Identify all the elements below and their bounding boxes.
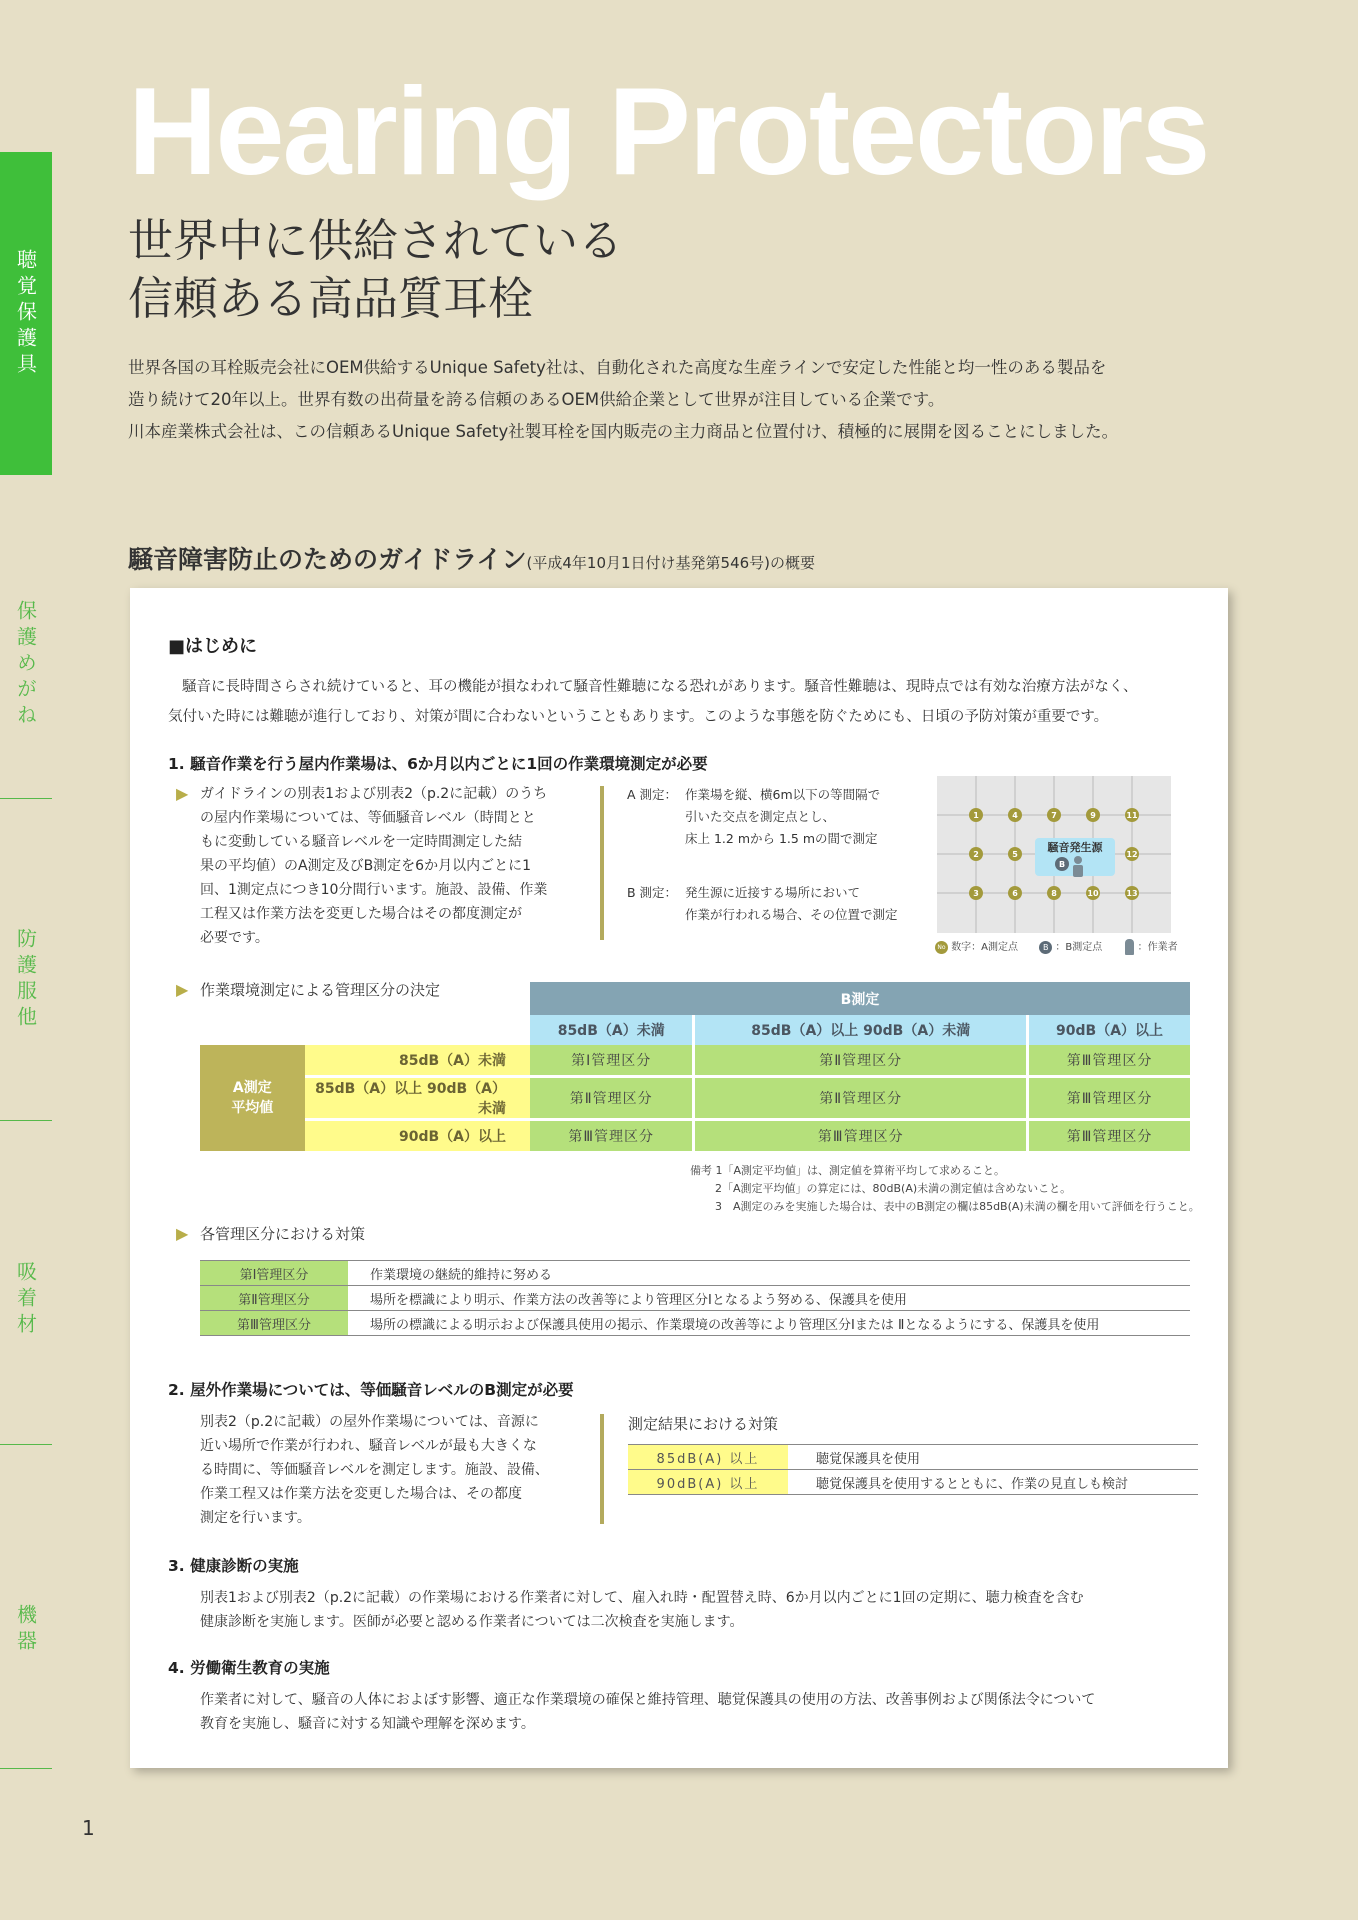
point-marker <box>1047 808 1061 822</box>
point-marker <box>1086 808 1100 822</box>
result-table <box>628 1444 1198 1495</box>
section4-heading: 4. 労働衛生教育の実施 <box>168 1659 330 1677</box>
section2-body: 別表2（p.2に記載）の屋外作業場については、音源に 近い場所で作業が行われ、騒音レベルが最も大きくな る時間に、等価騒音レベルを測定します。施設、設備、 作業工程又は作業方法を変更した場合は、その都度 測定を行います。 <box>200 1414 549 1526</box>
table-cell: 第Ⅲ管理区分 <box>1029 1078 1190 1121</box>
mgmt-heading: 作業環境測定による管理区分の決定 <box>200 981 441 999</box>
side-tab-eyewear[interactable] <box>0 530 52 800</box>
class-label: 第Ⅱ管理区分 <box>200 1286 348 1311</box>
diagram-legend: No 数字：A測定点 B ：B測定点 ：作業者 <box>935 938 1178 955</box>
page-subtitle: 世界中に供給されている 信頼ある高品質耳栓 <box>128 214 624 325</box>
side-tab-label: 吸着材 <box>13 1261 38 1339</box>
point-marker <box>1125 847 1139 861</box>
table-cell: 第Ⅱ管理区分 <box>695 1078 1029 1121</box>
point-marker <box>1086 886 1100 900</box>
table-row <box>200 1261 1190 1286</box>
side-tab-absorbent[interactable] <box>0 1180 52 1420</box>
side-tab-label: 聴覚保護具 <box>13 248 38 379</box>
svg-text:11: 11 <box>1126 811 1138 820</box>
side-tab-equipment[interactable] <box>0 1510 52 1750</box>
class-description: 場所の標識による明示および保護具使用の掲示、作業環境の改善等により管理区分Ⅰまたは Ⅱとなるようにする、保護具を使用 <box>348 1311 1190 1336</box>
point-marker <box>969 808 983 822</box>
svg-text:7: 7 <box>1051 811 1057 820</box>
table-row <box>200 1311 1190 1336</box>
svg-text:13: 13 <box>1126 889 1138 898</box>
table-cell: 第Ⅲ管理区分 <box>530 1121 695 1151</box>
class-label: 第Ⅰ管理区分 <box>200 1261 348 1286</box>
svg-text:10: 10 <box>1087 889 1099 898</box>
management-class-table <box>200 982 1190 1151</box>
section3-body: 別表1および別表2（p.2に記載）の作業場における作業者に対して、雇入れ時・配置替え時、6か月以内ごとに1回の定期に、聴力検査を含む 健康診断を実施します。医師が必要と認める作業者については二次検査を実施します。 <box>200 1590 1084 1630</box>
section1-heading: 1. 騒音作業を行う屋内作業場は、6か月以内ごとに1回の作業環境測定が必要 <box>168 755 708 773</box>
divider <box>0 1120 52 1121</box>
guideline-heading-note: (平成4年10月1日付け基発第546号)の概要 <box>526 554 816 572</box>
result-heading: 測定結果における対策 <box>628 1415 779 1433</box>
worker-icon <box>1073 856 1083 877</box>
table-notes: 備考 1「A測定平均値」は、測定値を算術平均して求めること。 2「A測定平均値」の算定には、80dB(A)未満の測定値は含めないこと。 3 A測定のみを実施した場合は、表中のB測定の欄は85dB(A)未満の欄を用いて評価を行うこと。 <box>690 1164 1200 1213</box>
table-cell: 第Ⅱ管理区分 <box>530 1078 695 1121</box>
divider <box>600 786 604 940</box>
section1-body: ガイドラインの別表1および別表2（p.2に記載）のうち の屋内作業場については、等価騒音レベル（時間とと もに変動している騒音レベルを一定時間測定した結 果の平均値）のA測定及びB測定を6か月以内ごとに1 回、1測定点につき10分間行います。施設、設備、作業 工程又は作業方法を変更した場合はその都度測定が 必要です。 <box>200 786 548 946</box>
table-cell: 第Ⅲ管理区分 <box>1029 1121 1190 1151</box>
guideline-panel: ■はじめに 騒音に長時間さらされ続けていると、耳の機能が損なわれて騒音性難聴になる恐れがあります。騒音性難聴は、現時点では有効な治療方法がなく、 気付いた時には難聴が進行しており、対策が間に合わないということもあります。このような事態を防ぐためにも、日頃の予防対策が重要です。 1. 騒音作業を行う屋内作業場は、6か月以内ごとに1回の作業環境測定が必要 ▶ ガイドラインの別表1および別表2（p.2に記載）のうち の屋内作業場については、等価騒音レベル（時間とと もに変動している騒音レベルを一定時間測定した結 果の平均値）のA測定及びB測定を6か月以内ごとに1 回、1測定点につき10分間行います。施設、設備、作業 工程又は作業方法を変更した場合はその都度測定が 必要です。 A 測定： 作業場を縦、横6m以下の等間隔で 引いた交点を測定点とし、 床上 1.2 mから 1.5 mの間で測定 B 測定： 発生源に近接する場所において 作業が行われる場合、その位置で測定 騒音発生源 1 4 7 9 11 2 5 12 3 6 8 10 13 B No 数字：A測定点 B ：B測定点 ：作業者 ▶ 作業環境測定による管理区分の決定 B測定 85dB（A）未満 85dB（A）以上 90dB（A）未満 90dB（A）以上 A測定 平均値 85dB（A）未満 第Ⅰ管理区分 第Ⅱ管理区分 第Ⅲ管理区分 85dB（A）以上 90dB（A）未満 第Ⅱ管理区分 第Ⅱ管理区分 第Ⅲ管理区分 90dB（A）以上 第Ⅲ管理区分 第Ⅲ管理区分 第Ⅲ管理区分 備考 1「A測定平均値」は、測定値を算術平均して求めること。 2「A測定平均値」の算定には、80dB(A)未満の測定値は含めないこと。 3 A測定のみを実施した場合は、表中のB測定の欄は85dB(A)未満の欄を用いて評価を行うこと。 ▶ 各管理区分における対策 第Ⅰ管理区分 作業環境の継続的維持に努める 第Ⅱ管理区分 場所を標識により明示、作業方法の改善等により管理区分Ⅰとなるよう努める、保護具を使用 第Ⅲ管理区分 場所の標識による明示および保護具使用の掲示、作業環境の改善等により管理区分Ⅰまたは Ⅱとなるようにする、保護具を使用 2. 屋外作業場については、等価騒音レベルのB測定が必要 別表2（p.2に記載）の屋外作業場については、音源に 近い場所で作業が行われ、騒音レベルが最も大きくな る時間に、等価騒音レベルを測定します。施設、設備、 作業工程又は作業方法を変更した場合は、その都度 測定を行います。 測定結果における対策 85dB(A) 以上 聴覚保護具を使用 90dB(A) 以上 聴覚保護具を使用するとともに、作業の見直しも検討 3. 健康診断の実施 別表1および別表2（p.2に記載）の作業場における作業者に対して、雇入れ時・配置替え時、6か月以内ごとに1回の定期に、聴力検査を含む 健康診断を実施します。医師が必要と認める作業者については二次検査を実施します。 4. 労働衛生教育の実施 作業者に対して、騒音の人体におよぼす影響、適正な作業環境の確保と維持管理、聴覚保護具の使用の方法、改善事例および関係法令について 教育を実施し、騒音に対する知識や理解を深めます。 <box>130 588 1228 1768</box>
side-tab-label: 機器 <box>13 1604 38 1656</box>
b-point-marker <box>1055 857 1069 871</box>
section3-heading: 3. 健康診断の実施 <box>168 1557 299 1575</box>
number-point-icon: No <box>935 941 948 954</box>
level-label: 85dB(A) 以上 <box>628 1445 788 1470</box>
section4-body: 作業者に対して、騒音の人体におよぼす影響、適正な作業環境の確保と維持管理、聴覚保護具の使用の方法、改善事例および関係法令について 教育を実施し、騒音に対する知識や理解を深めます。 <box>200 1692 1096 1732</box>
a-row-header: 85dB（A）未満 <box>305 1045 530 1078</box>
svg-text:12: 12 <box>1126 850 1138 859</box>
level-label: 90dB(A) 以上 <box>628 1470 788 1495</box>
countermeasures-heading: 各管理区分における対策 <box>200 1225 366 1243</box>
intro-paragraph: 世界各国の耳栓販売会社にOEM供給するUnique Safety社は、自動化された高度な生産ラインで安定した性能と均一性のある製品を 造り続けて20年以上。世界有数の出荷量を誇る信頼のあるOEM供給企業として世界が注目している企業です。 川本産業株式会社は、この信頼あるUnique Safety社製耳栓を国内販売の主力商品と位置付け、積極的に展開を図ることにしました。 <box>128 358 1119 441</box>
point-marker <box>1008 847 1022 861</box>
table-cell: 第Ⅱ管理区分 <box>695 1045 1029 1078</box>
svg-text:4: 4 <box>1012 811 1018 820</box>
triangle-bullet-icon: ▶ <box>176 980 189 999</box>
b-col-header: 85dB（A）未満 <box>530 1015 695 1045</box>
svg-text:1: 1 <box>973 811 979 820</box>
divider <box>0 1768 52 1769</box>
point-marker <box>969 847 983 861</box>
class-description: 場所を標識により明示、作業方法の改善等により管理区分Ⅰとなるよう努める、保護具を使用 <box>348 1286 1190 1311</box>
side-tab-clothing[interactable] <box>0 860 52 1100</box>
guideline-heading: 騒音障害防止のためのガイドライン(平成4年10月1日付け基発第546号)の概要 <box>128 545 816 574</box>
divider <box>0 798 52 799</box>
svg-text:B: B <box>1058 860 1066 869</box>
table-cell: 第Ⅲ管理区分 <box>695 1121 1029 1151</box>
svg-text:6: 6 <box>1012 889 1018 898</box>
b-point-icon: B <box>1039 941 1052 954</box>
a-measurement-header: A測定 平均値 <box>200 1045 305 1151</box>
table-row <box>628 1470 1198 1495</box>
table-cell: 第Ⅰ管理区分 <box>530 1045 695 1078</box>
a-row-header: 90dB（A）以上 <box>305 1121 530 1151</box>
point-marker <box>1125 886 1139 900</box>
intro-text: 騒音に長時間さらされ続けていると、耳の機能が損なわれて騒音性難聴になる恐れがあります。騒音性難聴は、現時点では有効な治療方法がなく、 気付いた時には難聴が進行しており、対策が間に合わないということもあります。このような事態を防ぐためにも、日頃の予防対策が重要です。 <box>168 679 1138 725</box>
noise-source-label: 騒音発生源 <box>1047 841 1103 854</box>
point-marker <box>969 886 983 900</box>
table-row <box>628 1445 1198 1470</box>
level-action: 聴覚保護具を使用するとともに、作業の見直しも検討 <box>788 1470 1198 1495</box>
class-label: 第Ⅲ管理区分 <box>200 1311 348 1336</box>
point-marker <box>1047 886 1061 900</box>
side-tab-label: 防護服他 <box>13 928 38 1032</box>
measurement-grid-diagram <box>937 776 1171 933</box>
b-measurement-header: B測定 <box>530 982 1190 1015</box>
point-marker <box>1008 808 1022 822</box>
divider <box>0 1444 52 1445</box>
a-row-header: 85dB（A）以上 90dB（A）未満 <box>305 1078 530 1121</box>
page-title: Hearing Protectors <box>128 63 1209 201</box>
class-description: 作業環境の継続的維持に努める <box>348 1261 1190 1286</box>
triangle-bullet-icon: ▶ <box>176 784 189 803</box>
table-cell: 第Ⅲ管理区分 <box>1029 1045 1190 1078</box>
divider <box>600 1414 604 1524</box>
table-row <box>200 1286 1190 1311</box>
section2-heading: 2. 屋外作業場については、等価騒音レベルのB測定が必要 <box>168 1381 574 1399</box>
intro-heading: ■はじめに <box>168 636 258 657</box>
page-number: 1 <box>82 1816 95 1840</box>
svg-text:3: 3 <box>973 889 979 898</box>
level-action: 聴覚保護具を使用 <box>788 1445 1198 1470</box>
countermeasures-table <box>200 1260 1190 1336</box>
svg-text:8: 8 <box>1051 889 1057 898</box>
b-col-header: 85dB（A）以上 90dB（A）未満 <box>695 1015 1029 1045</box>
side-tab-label: 保護めがね <box>13 600 38 730</box>
point-marker <box>1008 886 1022 900</box>
triangle-bullet-icon: ▶ <box>176 1224 189 1243</box>
svg-text:2: 2 <box>973 850 979 859</box>
svg-text:5: 5 <box>1012 850 1018 859</box>
point-marker <box>1125 808 1139 822</box>
svg-text:9: 9 <box>1090 811 1096 820</box>
worker-icon <box>1125 939 1134 955</box>
b-col-header: 90dB（A）以上 <box>1029 1015 1190 1045</box>
side-tab-hearing[interactable] <box>0 152 52 475</box>
